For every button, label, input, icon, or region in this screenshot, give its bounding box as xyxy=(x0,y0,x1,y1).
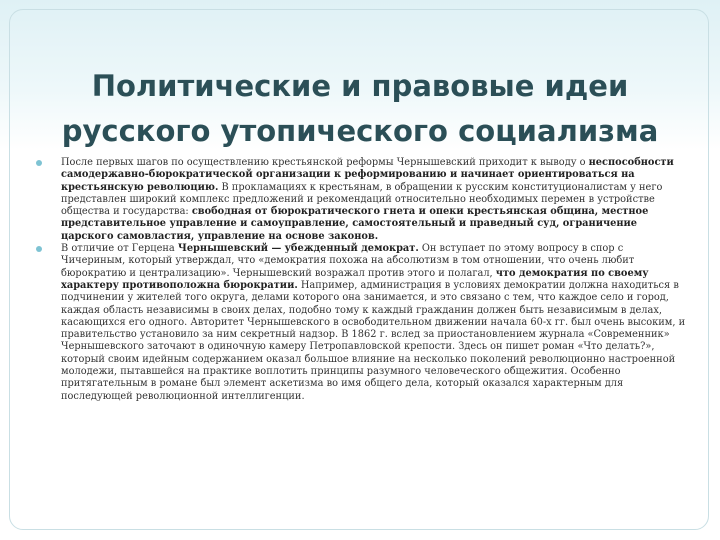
text-segment: В прокламациях к крестьянам, в обращении к русским конституционалистам у него представлен широкий комплекс предложений и рекомендаций относительно необходимых перемен в устройстве общества и государства: xyxy=(61,181,663,218)
bold-text-segment: неспособности самодержавно-бюрократической организации к реформированию и начинает ориентироваться на крестьянскую революцию. xyxy=(61,157,674,193)
bullet-text-1 xyxy=(61,157,686,243)
text-segment: Он вступает по этому вопросу в спор с Чичериным, который утверждал, что «демократия похожа на абсолютизм в том отношении, что очень любит бюрократию и централизацию». Чернышевский возражал против этого и полагал, xyxy=(61,243,635,279)
bullet-text-2 xyxy=(61,243,686,403)
bullet-item-2 xyxy=(34,243,686,403)
bold-text-segment: свободная от бюрократического гнета и опеки крестьянская община, местное представительное управление и самоуправление, самостоятельный и праведный суд, ограничение царского самовластия, управление на основе законов. xyxy=(61,206,649,242)
bullet-icon xyxy=(36,246,42,252)
text-segment: После первых шагов по осуществлению крестьянской реформы Чернышевский приходит к выводу о xyxy=(61,157,589,168)
text-segment: В отличие от Герцена xyxy=(61,243,178,255)
bullet-icon xyxy=(36,160,42,166)
bold-text-segment: Чернышевский — убежденный демократ. xyxy=(177,243,419,255)
slide-body xyxy=(34,157,686,403)
bold-text-segment: что демократия по своему характеру противоположна бюрократии. xyxy=(61,267,649,291)
slide-title: Политические и правовые идеи русского утопического социализма xyxy=(61,69,659,148)
bullet-item-1 xyxy=(34,157,686,243)
text-segment: Например, администрация в условиях демократии должна находиться в подчинении у жителей того округа, делами которого она занимается, и это связано с тем, что каждое село и город, каждая область независимы в своих делах, подобно тому к каждый гражданин должен быть независимым в делах, касающихся его одного. Авторитет Чернышевского в освободительном движении начала 60-х гг. был очень высоким, и правительство установило за ним секретный надзор. В 1862 г. вслед за приостановлением журнала «Современник» Чернышевского заточают в одиночную камеру Петропавловской крепости. Здесь он пишет роман «Что делать?», который своим идейным содержанием оказал большое влияние на несколько поколений революционно настроенной молодежи, пытавшейся на практике воплотить принципы разумного человеческого общежития. Особенно притягательным в романе был элемент аскетизма во имя общего дела, который оказался характерным для последующей революционной интеллигенции. xyxy=(61,279,686,402)
